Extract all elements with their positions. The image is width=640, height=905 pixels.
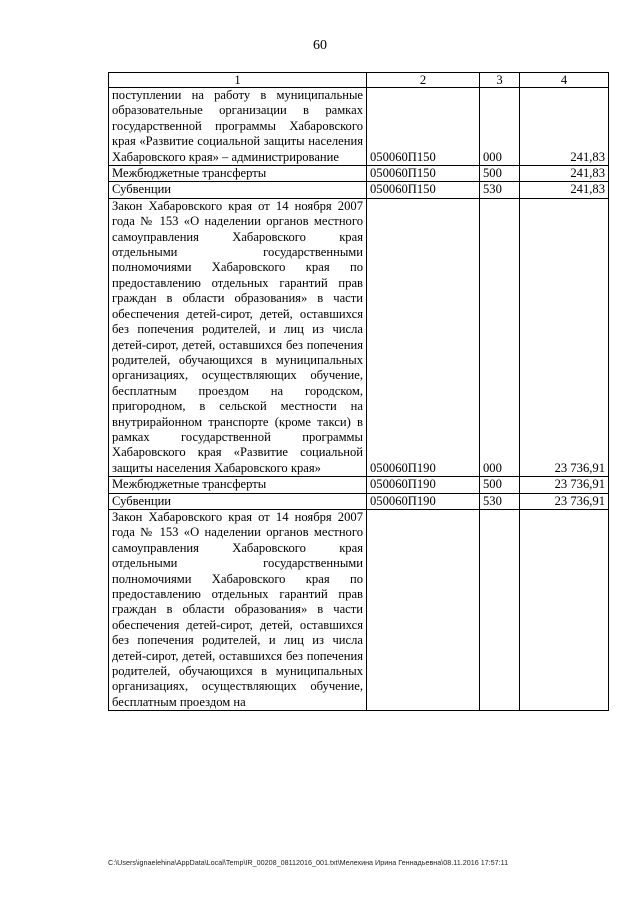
row-description: поступлении на работу в муниципальные образовательные организации в рамках государственной программы Хабаровского края «Развитие социальной защиты населения Хабаровского края» – администрирование xyxy=(109,88,367,166)
row-amount: 23 736,91 xyxy=(520,198,609,476)
row-description: Закон Хабаровского края от 14 ноября 2007 года № 153 «О наделении органов местного самоуправления Хабаровского края отдельными государственными полномочиями Хабаровского края по предоставлению отдельных гарантий прав граждан в области образования» в части обеспечения детей-сирот, детей, оставшихся без попечения родителей, и лиц из числа детей-сирот, детей, оставшихся без попечения родителей, обучающихся в муниципальных организациях, осуществляющих обучение, бесплатным проездом на городском, пригородном, в сельской местности на внутрирайонном транспорте (кроме такси) в рамках государственной программы Хабаровского края «Развитие социальной защиты населения Хабаровского края» xyxy=(109,198,367,476)
row-expense-type xyxy=(480,509,520,710)
column-header-2: 2 xyxy=(367,73,480,88)
row-description: Межбюджетные трансферты xyxy=(109,166,367,182)
row-amount: 23 736,91 xyxy=(520,477,609,493)
row-target-code: 050060П190 xyxy=(367,493,480,509)
page-number: 60 xyxy=(313,38,327,53)
row-description: Межбюджетные трансферты xyxy=(109,477,367,493)
table-row xyxy=(109,166,609,182)
row-expense-type: 530 xyxy=(480,493,520,509)
row-expense-type: 500 xyxy=(480,477,520,493)
row-expense-type: 500 xyxy=(480,166,520,182)
row-target-code: 050060П150 xyxy=(367,166,480,182)
table-header-row xyxy=(109,73,609,88)
row-target-code xyxy=(367,509,480,710)
column-header-4: 4 xyxy=(520,73,609,88)
row-expense-type: 000 xyxy=(480,198,520,476)
row-description: Субвенции xyxy=(109,493,367,509)
table-row xyxy=(109,509,609,710)
table-row xyxy=(109,88,609,166)
row-target-code: 050060П190 xyxy=(367,198,480,476)
table-row xyxy=(109,477,609,493)
row-amount: 23 736,91 xyxy=(520,493,609,509)
row-target-code: 050060П190 xyxy=(367,477,480,493)
row-target-code: 050060П150 xyxy=(367,88,480,166)
row-amount: 241,83 xyxy=(520,88,609,166)
row-target-code: 050060П150 xyxy=(367,182,480,198)
row-amount: 241,83 xyxy=(520,182,609,198)
table-row xyxy=(109,198,609,476)
row-description: Закон Хабаровского края от 14 ноября 2007 года № 153 «О наделении органов местного самоуправления Хабаровского края отдельными государственными полномочиями Хабаровского края по предоставлению отдельных гарантий прав граждан в области образования» в части обеспечения детей-сирот, детей, оставшихся без попечения родителей, и лиц из числа детей-сирот, детей, оставшихся без попечения родителей, обучающихся в муниципальных организациях, осуществляющих обучение, бесплатным проездом на xyxy=(109,509,367,710)
row-amount xyxy=(520,509,609,710)
row-amount: 241,83 xyxy=(520,166,609,182)
row-expense-type: 530 xyxy=(480,182,520,198)
column-header-1: 1 xyxy=(109,73,367,88)
budget-table xyxy=(108,72,609,711)
row-description: Субвенции xyxy=(109,182,367,198)
table-row xyxy=(109,182,609,198)
row-expense-type: 000 xyxy=(480,88,520,166)
table-row xyxy=(109,493,609,509)
column-header-3: 3 xyxy=(480,73,520,88)
footer-file-path: C:\Users\ignaelehina\AppData\Local\Temp\IR_00208_08112016_001.txt\Мелехина Ирина Геннадьевна\08.11.2016 17:57:11 xyxy=(108,858,509,867)
